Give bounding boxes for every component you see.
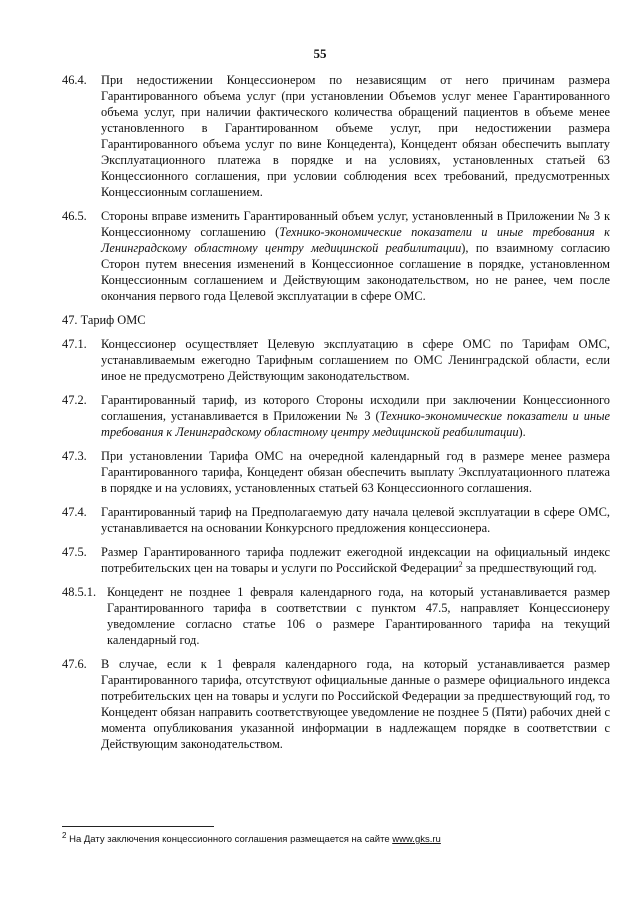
page-body	[62, 72, 610, 760]
footnote-mark: 2	[62, 830, 67, 840]
clause-text: При установлении Тарифа ОМС на очередной календарный год в размере менее размера Гарантированного тарифа, Концедент обязан обеспечить выплату Эксплуатационного платежа в порядке и на условиях, установленных статьей 63 Концессионного соглашения.	[101, 449, 610, 495]
clause-number: 47.1.	[62, 337, 87, 351]
clause-number: 47.6.	[62, 657, 87, 671]
clause-47-4	[62, 504, 610, 536]
clause-text: Концедент не позднее 1 февраля календарного года, на который устанавливается размер Гарантированного тарифа в соответствии с пунктом 47.5, направляет Концессионеру уведомление согласно статье 106 о размере Гарантированного тарифа на текущий календарный год.	[107, 585, 610, 647]
clause-text: В случае, если к 1 февраля календарного года, на который устанавливается размер Гарантированного тарифа, отсутствуют официальные данные о размере официального индекса потребительских цен на товары и услуги по Российской Федерации за предшествующий год, то Концедент обязан направить соответствующее уведомление не позднее 5 (Пяти) рабочих дней с момента опубликования указанной информации в надлежащем порядке в соответствии с Действующим законодательством.	[101, 657, 610, 751]
footnote-reference[interactable]: 2	[458, 559, 463, 569]
clause-text-part: за предшествующий год.	[462, 561, 597, 575]
clause-number: 47.3.	[62, 449, 87, 463]
section-heading: 47. Тариф ОМС	[62, 313, 146, 327]
clause-number: 46.5.	[62, 209, 87, 223]
clause-text: При недостижении Концессионером по независящим от него причинам размера Гарантированного объема услуг (при установлении Объемов услуг менее Гарантированного объема услуг, при наличии фактического количества обращений пациентов в объеме менее установленного в Гарантированном объеме услуг, при недостижении размера Гарантированного объема услуг по вине Концедента), Концедент обязан обеспечить выплату Эксплуатационного платежа в порядке и на условиях, установленных статьей 63 Концессионного соглашения, при условии соблюдения всех требований, предусмотренных Концессионным соглашением.	[101, 73, 610, 199]
clause-text	[101, 392, 610, 440]
clause-text	[101, 208, 610, 304]
clause-text-part: Размер Гарантированного тарифа подлежит ежегодной индексации на официальный индекс потребительских цен на товары и услуги по Российской Федерации	[101, 545, 610, 575]
clause-text: Концессионер осуществляет Целевую эксплуатацию в сфере ОМС по Тарифам ОМС, устанавливаемым ежегодно Тарифным соглашением по ОМС Ленинградской области, если иное не предусмотрено Действующим законодательством.	[101, 337, 610, 383]
clause-text: Гарантированный тариф на Предполагаемую дату начала целевой эксплуатации в сфере ОМС, устанавливается на основании Конкурсного предложения концессионера.	[101, 505, 610, 535]
footnote-divider	[62, 826, 214, 827]
clause-number: 46.4.	[62, 73, 87, 87]
clause-46-4	[62, 72, 610, 200]
clause-text-part: ).	[518, 425, 526, 439]
clause-text-italic: Технико-экономические показатели и иные требования к Ленинградскому областному центру медицинской реабилитации	[101, 409, 610, 439]
clause-47-5	[62, 544, 610, 576]
clause-text-part: ), по взаимному согласию Сторон путем внесения изменений в Концессионное соглашение в порядке, установленном Концессионным соглашением и Действующим законодательством, но не ранее, чем после окончания первого года Целевой эксплуатации в сфере ОМС.	[101, 241, 610, 303]
footnote	[62, 830, 610, 846]
clause-number: 47.2.	[62, 393, 87, 407]
footnote-text: На Дату заключения концессионного соглашения размещается на сайте	[66, 834, 393, 845]
clause-47-3	[62, 448, 610, 496]
clause-47-2	[62, 392, 610, 440]
clause-text	[101, 544, 610, 576]
clause-47-1	[62, 336, 610, 384]
clause-48-5-1	[62, 584, 610, 648]
footnote-link[interactable]: www.gks.ru	[392, 834, 441, 845]
clause-number: 47.5.	[62, 545, 87, 559]
clause-text-italic: Технико-экономические показатели и иные требования к Ленинградскому областному центру медицинской реабилитации	[101, 225, 610, 255]
clause-46-5	[62, 208, 610, 304]
page-number: 55	[313, 46, 327, 61]
clause-47-6	[62, 656, 610, 752]
clause-text-part: Гарантированный тариф, из которого Стороны исходили при заключении Концессионного соглашения, устанавливается в Приложении № 3 (	[101, 393, 610, 423]
clause-text-part: Стороны вправе изменить Гарантированный объем услуг, установленный в Приложении № 3 к Концессионному соглашению (	[101, 209, 610, 239]
clause-number: 48.5.1.	[62, 585, 97, 599]
clause-number: 47.4.	[62, 505, 87, 519]
